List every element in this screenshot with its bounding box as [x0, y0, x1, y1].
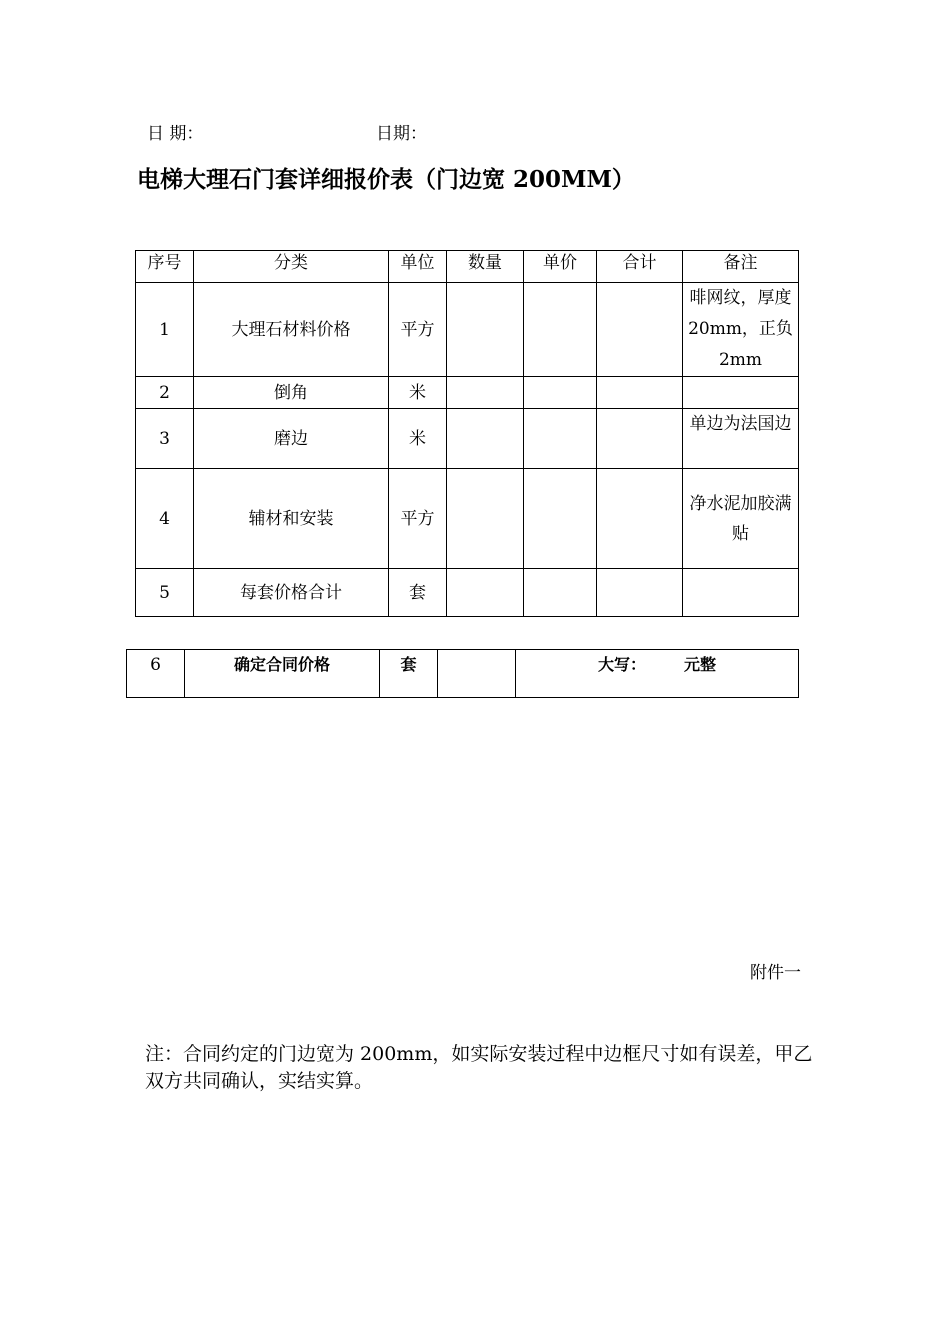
cell-qty — [447, 469, 524, 569]
cell-total — [597, 409, 683, 469]
cell-price — [524, 377, 597, 409]
table-row — [136, 409, 799, 469]
cell-qty — [447, 569, 524, 617]
cell-price — [524, 569, 597, 617]
header-cell-total: 合计 — [597, 251, 683, 283]
cell-qty — [447, 283, 524, 377]
cell-total — [597, 283, 683, 377]
cell-total — [597, 377, 683, 409]
cell-unit: 平方 — [389, 469, 447, 569]
table-row — [136, 469, 799, 569]
cell-unit: 套 — [389, 569, 447, 617]
cell-category: 磨边 — [194, 409, 389, 469]
contract-row — [127, 650, 799, 698]
contract-qty — [438, 650, 516, 698]
amount-suffix: 元整 — [684, 655, 717, 674]
header-cell-note: 备注 — [683, 251, 799, 283]
header-cell-qty: 数量 — [447, 251, 524, 283]
cell-category: 每套价格合计 — [194, 569, 389, 617]
cell-note: 净水泥加胶满贴 — [683, 469, 799, 569]
date-label-1: 日 期： — [147, 124, 204, 144]
contract-no: 6 — [127, 650, 185, 698]
cell-note: 啡网纹，厚度 20mm，正负 2mm — [683, 283, 799, 377]
cell-price — [524, 283, 597, 377]
header-cell-no: 序号 — [136, 251, 194, 283]
remark-note: 注：合同约定的门边宽为 200mm，如实际安装过程中边框尺寸如有误差，甲乙双方共同确认，实结实算。 — [145, 1043, 813, 1092]
cell-price — [524, 409, 597, 469]
cell-note: 单边为法国边 — [683, 409, 799, 469]
cell-category: 大理石材料价格 — [194, 283, 389, 377]
cell-no: 3 — [136, 409, 194, 469]
header-cell-category: 分类 — [194, 251, 389, 283]
cell-note — [683, 377, 799, 409]
cell-category: 辅材和安装 — [194, 469, 389, 569]
cell-no: 5 — [136, 569, 194, 617]
table-row — [136, 569, 799, 617]
cell-no: 1 — [136, 283, 194, 377]
cell-qty — [447, 377, 524, 409]
table-row — [136, 283, 799, 377]
cell-category: 倒角 — [194, 377, 389, 409]
cell-unit: 平方 — [389, 283, 447, 377]
attachment-label: 附件一 — [750, 963, 801, 983]
cell-unit: 米 — [389, 377, 447, 409]
cell-total — [597, 469, 683, 569]
cell-total — [597, 569, 683, 617]
contract-amount — [516, 650, 799, 698]
contract-unit: 套 — [380, 650, 438, 698]
cell-qty — [447, 409, 524, 469]
header-cell-price: 单价 — [524, 251, 597, 283]
cell-note — [683, 569, 799, 617]
date-label-2: 日期： — [376, 124, 427, 144]
contract-price-table — [126, 649, 799, 698]
cell-price — [524, 469, 597, 569]
amount-label: 大写： — [597, 655, 646, 674]
page-title: 电梯大理石门套详细报价表（门边宽 200MM） — [137, 166, 635, 193]
table-header-row — [136, 251, 799, 283]
header-cell-unit: 单位 — [389, 251, 447, 283]
quote-table — [135, 250, 799, 617]
table-row — [136, 377, 799, 409]
cell-no: 4 — [136, 469, 194, 569]
cell-unit: 米 — [389, 409, 447, 469]
cell-no: 2 — [136, 377, 194, 409]
contract-label: 确定合同价格 — [185, 650, 380, 698]
